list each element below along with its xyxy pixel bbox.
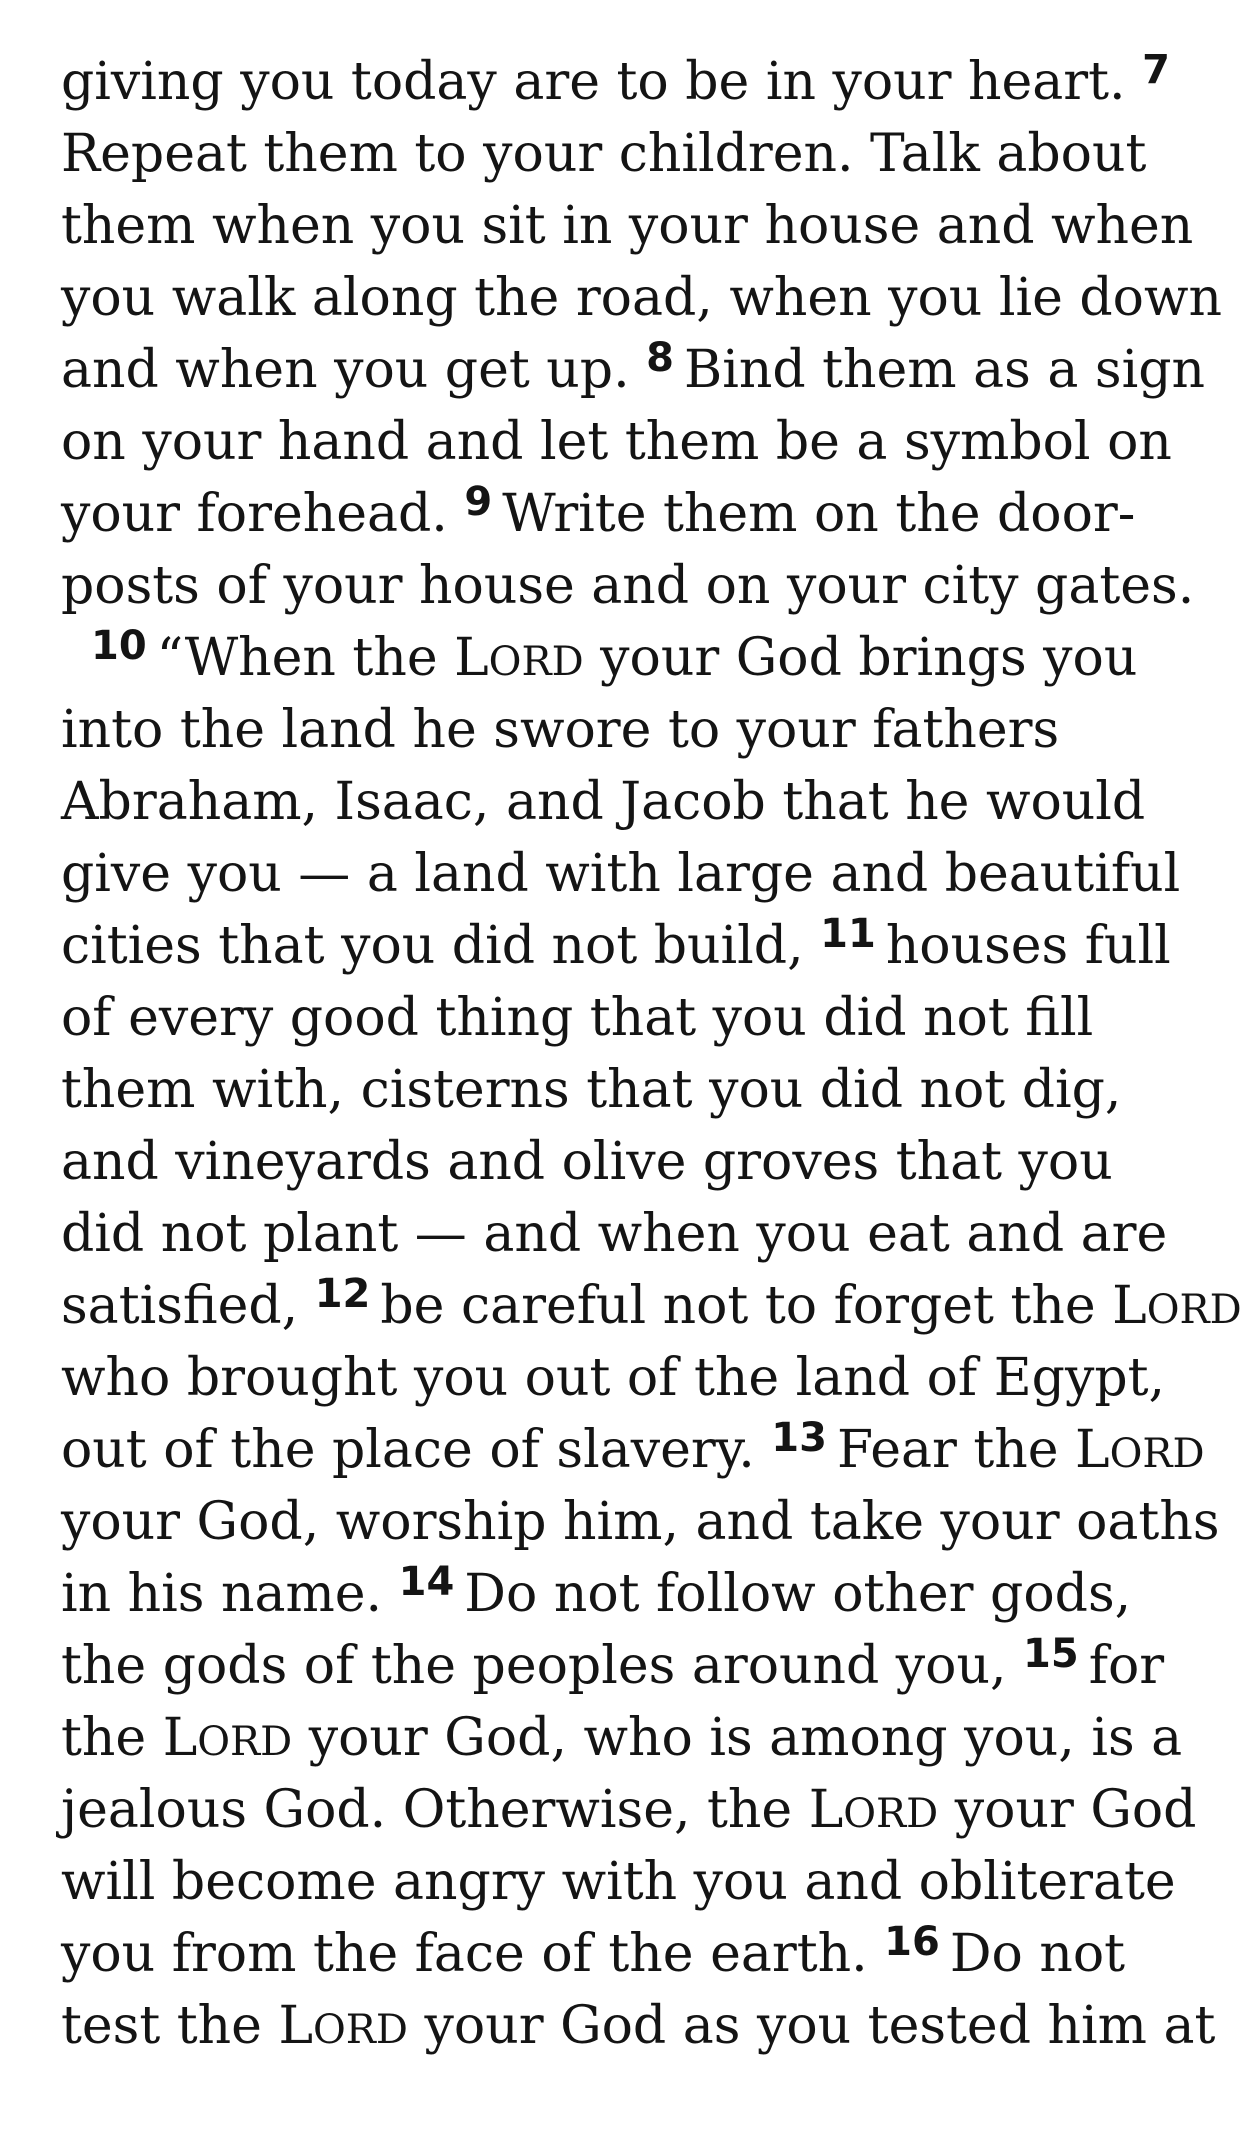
verse-text: giving you today are to be in your heart.: [61, 52, 1143, 112]
text-line: [61, 118, 1242, 190]
small-caps-text: ORD: [1146, 1287, 1242, 1333]
verse-text: on your hand and let them be a symbol on: [61, 412, 1172, 472]
text-line: [61, 550, 1242, 622]
verse-text: in his name.: [61, 1564, 399, 1624]
text-line: [61, 334, 1242, 406]
verse-text: Do not: [949, 1924, 1126, 1984]
verse-text: you walk along the road, when you lie down: [61, 268, 1222, 328]
text-line: [61, 1630, 1242, 1702]
verse-text: posts of your house and on your city gates.: [61, 556, 1195, 616]
verse-number: 12: [314, 1271, 371, 1317]
verse-number: 7: [1142, 47, 1170, 93]
verse-text: Bind them as a sign: [683, 340, 1205, 400]
small-caps-text: ORD: [197, 1719, 293, 1765]
verse-text: the gods of the peoples around you,: [61, 1636, 1024, 1696]
text-line: [61, 982, 1242, 1054]
verse-text: your forehead.: [61, 484, 465, 544]
verse-text: did not plant — and when you eat and are: [61, 1204, 1168, 1264]
text-line: [61, 622, 1242, 694]
text-line: [61, 406, 1242, 478]
verse-text: out of the place of slavery.: [61, 1420, 772, 1480]
verse-text: your God: [938, 1780, 1197, 1840]
small-caps-text: ORD: [1109, 1431, 1205, 1477]
text-line: [61, 46, 1242, 118]
small-caps-text: ORD: [843, 1791, 939, 1837]
small-caps-text: ORD: [488, 639, 584, 685]
verse-text: will become angry with you and obliterate: [61, 1852, 1176, 1912]
verse-text: for: [1088, 1636, 1165, 1696]
verse-number: 10: [91, 623, 147, 669]
verse-text: your God as you tested him at: [408, 1996, 1216, 2056]
text-line: [61, 1558, 1242, 1630]
text-line: [61, 1918, 1242, 1990]
verse-number: 8: [646, 335, 674, 381]
text-line: [61, 694, 1242, 766]
text-line: [61, 262, 1242, 334]
text-line: [61, 1702, 1242, 1774]
verse-number: 9: [464, 479, 493, 525]
verse-text: jealous God. Otherwise, the L: [61, 1780, 844, 1840]
verse-text: be careful not to forget the L: [380, 1276, 1147, 1336]
verse-text: your God, worship him, and take your oaths: [61, 1492, 1220, 1552]
verse-number: 13: [771, 1415, 827, 1461]
verse-text: test the L: [61, 1996, 314, 2056]
verse-text: “When the L: [156, 628, 489, 688]
verse-text: satisfied,: [61, 1276, 315, 1336]
verse-text: them when you sit in your house and when: [61, 196, 1194, 256]
verse-number: 16: [884, 1919, 940, 1965]
verse-text: them with, cisterns that you did not dig,: [61, 1060, 1122, 1120]
verse-text: houses full: [885, 916, 1171, 976]
text-line: [61, 766, 1242, 838]
verse-text: you from the face of the earth.: [61, 1924, 885, 1984]
text-line: [61, 190, 1242, 262]
scripture-passage: [61, 46, 1242, 2062]
verse-text: Repeat them to your children. Talk about: [61, 124, 1147, 184]
text-line: [61, 1342, 1242, 1414]
verse-text: Fear the L: [836, 1420, 1110, 1480]
verse-text: Do not follow other gods,: [464, 1564, 1132, 1624]
verse-text: of every good thing that you did not fill: [61, 988, 1094, 1048]
text-line: [61, 1198, 1242, 1270]
verse-text: the L: [61, 1708, 198, 1768]
text-line: [61, 1846, 1242, 1918]
text-line: [61, 1990, 1242, 2062]
text-line: [61, 478, 1242, 550]
text-line: [61, 1414, 1242, 1486]
text-line: [61, 910, 1242, 982]
text-line: [61, 1054, 1242, 1126]
text-line: [61, 838, 1242, 910]
verse-number: 15: [1023, 1631, 1079, 1677]
verse-text: into the land he swore to your fathers: [61, 700, 1060, 760]
verse-text: and vineyards and olive groves that you: [61, 1132, 1113, 1192]
text-line: [61, 1774, 1242, 1846]
verse-text: Abraham, Isaac, and Jacob that he would: [61, 772, 1146, 832]
verse-text: give you — a land with large and beautiful: [61, 844, 1181, 904]
verse-number: 14: [398, 1559, 455, 1605]
verse-text: your God brings you: [583, 628, 1138, 688]
verse-text: and when you get up.: [61, 340, 647, 400]
text-line: [61, 1486, 1242, 1558]
verse-text: your God, who is among you, is a: [292, 1708, 1183, 1768]
text-line: [61, 1270, 1242, 1342]
verse-text: Write them on the door-: [502, 484, 1136, 544]
text-line: [61, 1126, 1242, 1198]
small-caps-text: ORD: [313, 2007, 408, 2053]
verse-number: 11: [820, 911, 876, 957]
verse-text: cities that you did not build,: [61, 916, 821, 976]
verse-text: who brought you out of the land of Egypt,: [61, 1348, 1166, 1408]
